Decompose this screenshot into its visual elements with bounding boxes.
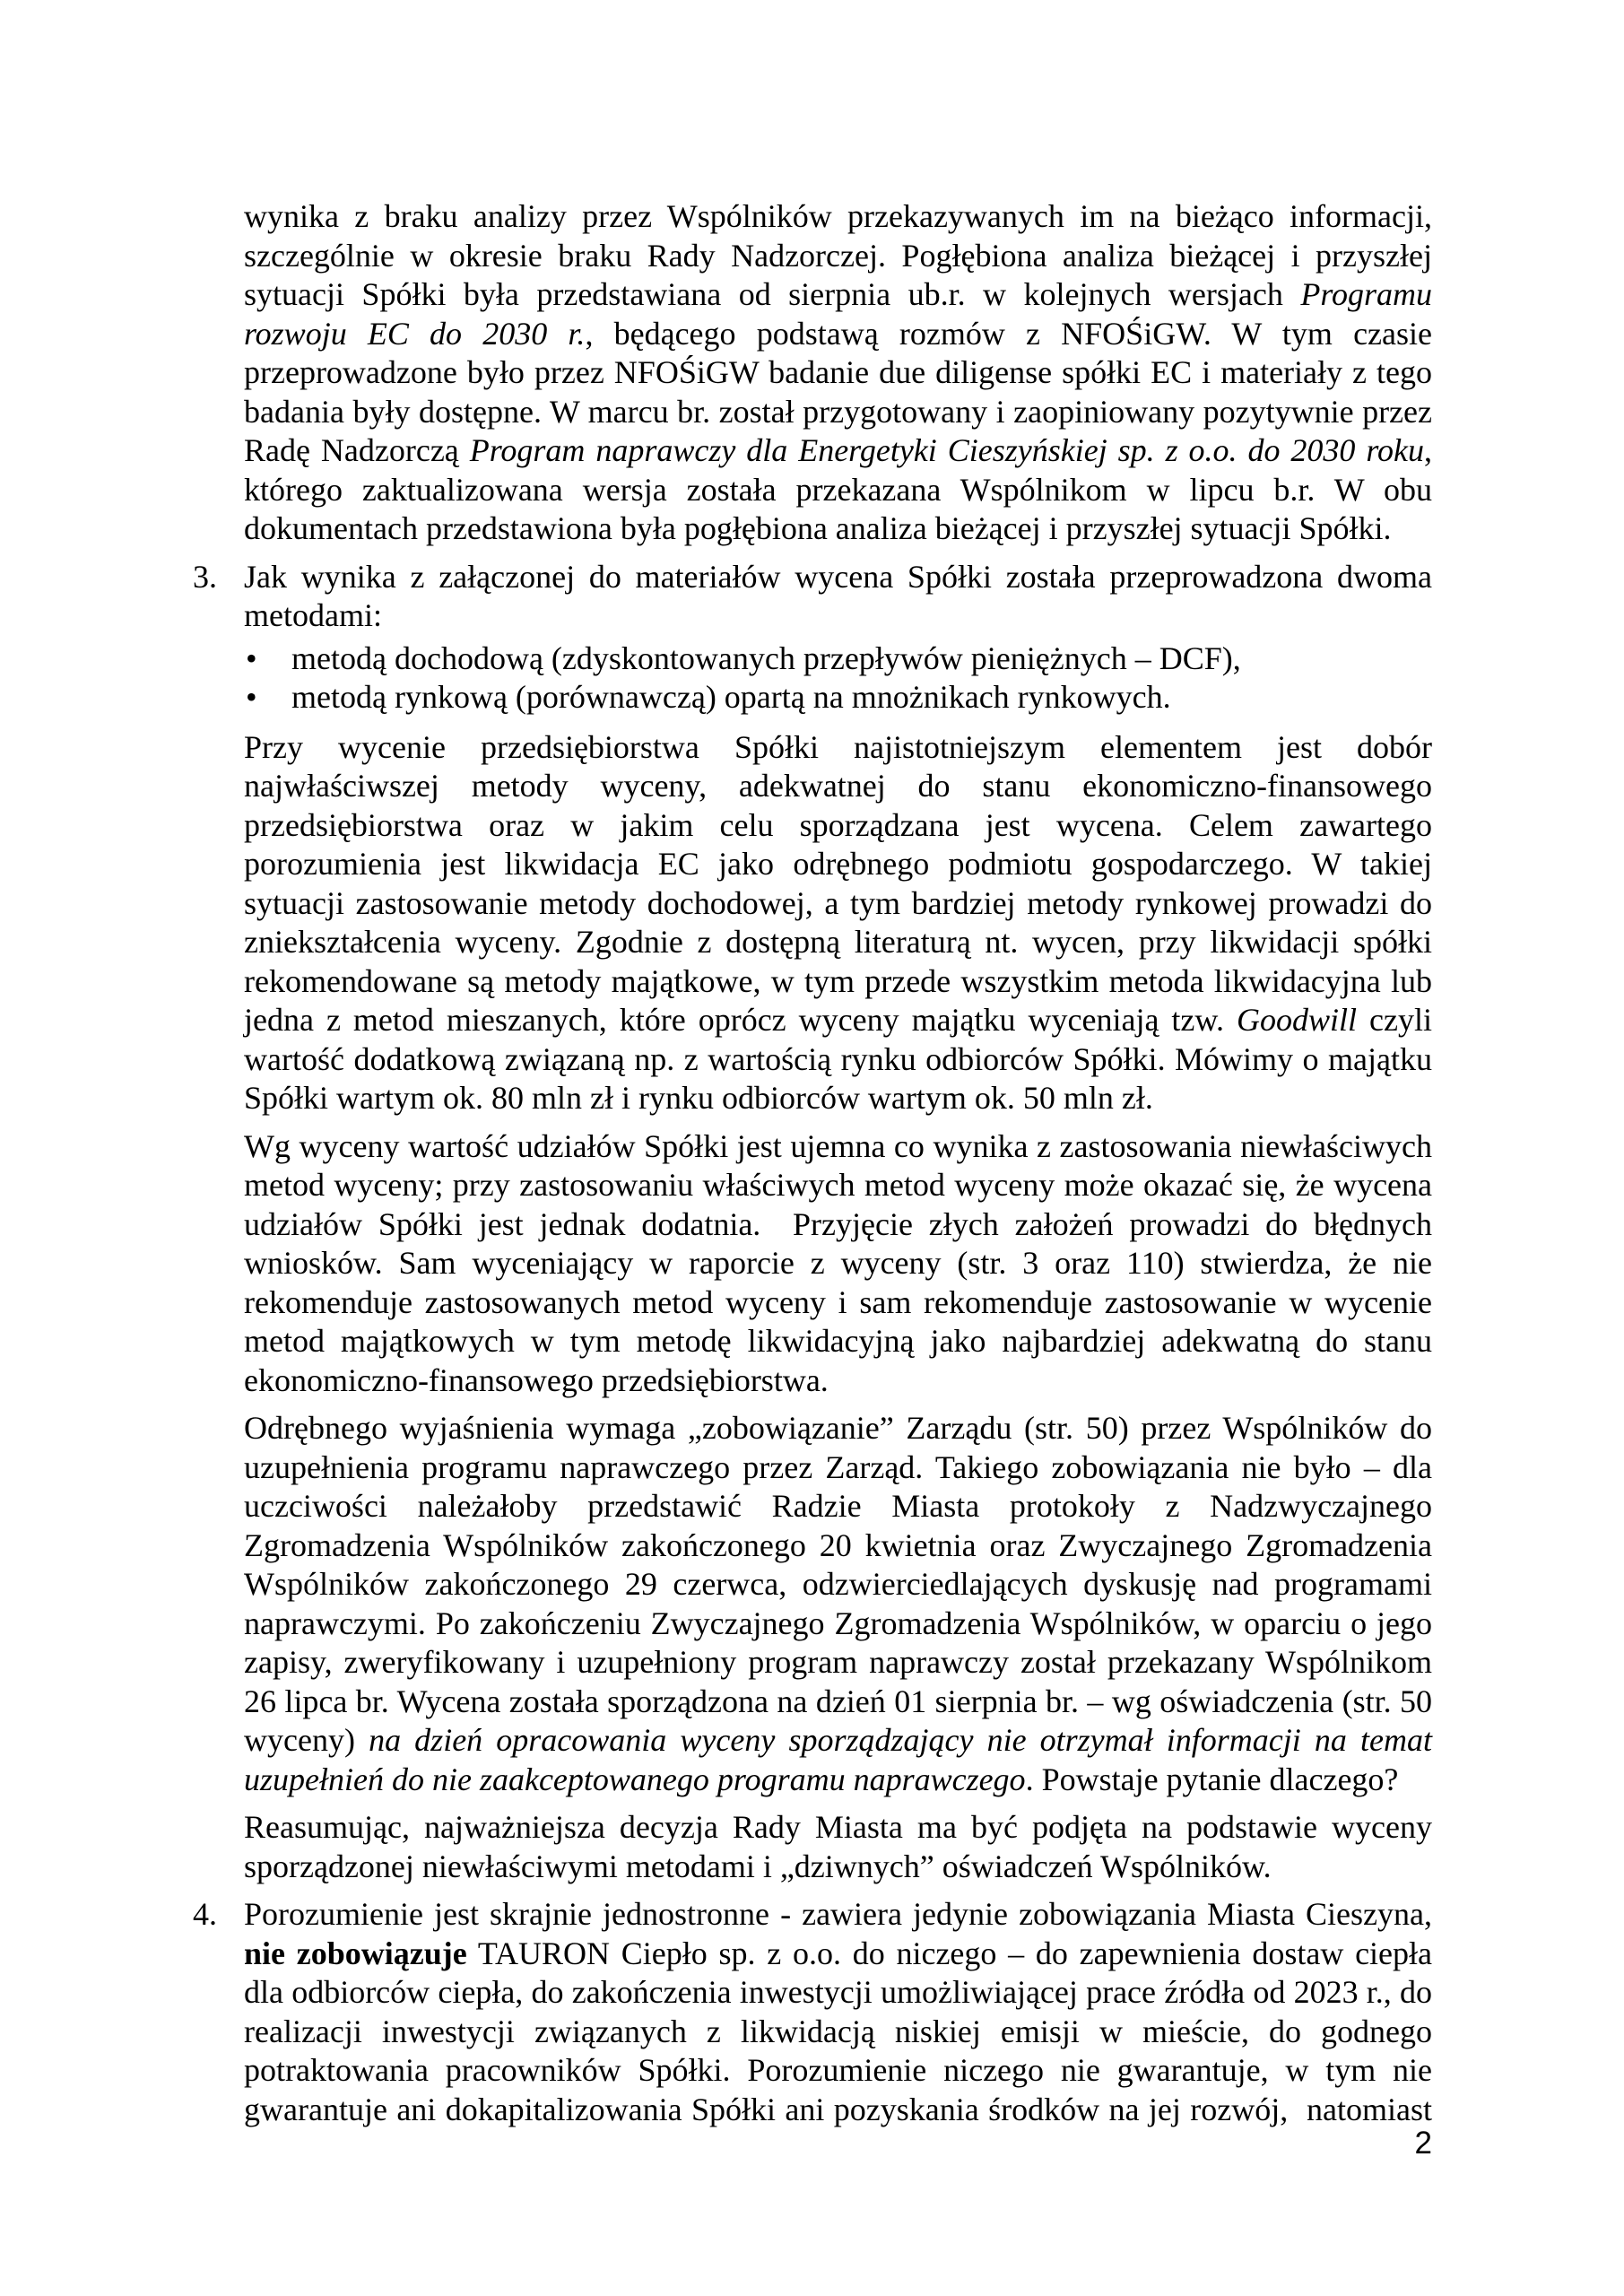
text-run: nie zobowiązuje: [244, 1935, 467, 1971]
text-run: Programu rozwoju EC do 2030 r.: [244, 276, 1432, 352]
list-item-4: [193, 1895, 1433, 2129]
text-run: wynika z braku analizy przez Wspólników przekazywanych im na bieżąco informacji, szczególnie w okresie braku Rady Nadzorczej. Pogłębiona analiza bieżącej i przyszłej sytuacji Spółki była przedstawiana od sierpnia ub.r. w kolejnych wersjach: [244, 198, 1432, 312]
page-number: 2: [1414, 2126, 1432, 2161]
text-run: , będącego podstawą rozmów z NFOŚiGW. W tym czasie przeprowadzone było przez NFOŚiGW badanie due diligense spółki EC i materiały z tego badania były dostępne. W marcu br. został przygotowany i zaopiniowany pozytywnie przez Radę Nadzorczą: [244, 315, 1433, 468]
text-run: Reasumując, najważniejsza decyzja Rady Miasta ma być podjęta na podstawie wyceny sporządzonej niewłaściwymi metodami i „dziwnych” oświadczeń Wspólników.: [244, 1809, 1432, 1884]
valuation-method-paragraph: [244, 728, 1432, 1118]
list-number-3: 3.: [193, 558, 217, 595]
text-run: Goodwill: [1237, 1002, 1358, 1038]
list-item-3: [193, 558, 1432, 1887]
list-number-4: 4.: [193, 1896, 217, 1932]
text-run: Odrębnego wyjaśnienia wymaga „zobowiązanie” Zarządu (str. 50) przez Wspólników do uzupełnienia programu naprawczego przez Zarząd. Takiego zobowiązania nie było – dla uczciwości należałoby przedstawić Radzie Miasta protokoły z Nadzwyczajnego Zgromadzenia Wspólników zakończonego 20 kwietnia oraz Zwyczajnego Zgromadzenia Wspólników zakończonego 29 czerwca, odzwierciedlających dyskusję nad programami naprawczymi. Po zakończeniu Zwyczajnego Zgromadzenia Wspólników, w oparciu o jego zapisy, zweryfikowany i uzupełniony program naprawczy został przekazany Wspólnikom 26 lipca br. Wycena została sporządzona na dzień 01 sierpnia br. – wg oświadczenia (str. 50 wyceny): [244, 1410, 1432, 1758]
text-run: na dzień opracowania wyceny sporządzający nie otrzymał informacji na temat uzupełnień do nie zaakceptowanego programu naprawczego: [244, 1722, 1432, 1797]
bullet-text: metodą dochodową (zdyskontowanych przepływów pieniężnych – DCF),: [291, 639, 1241, 676]
bullet-icon: •: [246, 639, 257, 676]
bullet-text: metodą rynkową (porównawczą) opartą na mnożnikach rynkowych.: [291, 679, 1171, 715]
valuation-result-paragraph: [244, 1127, 1432, 1401]
bullet-item: [244, 639, 1432, 679]
text-run: Porozumienie jest skrajnie jednostronne - zawiera jedynie zobowiązania Miasta Cieszyna,: [244, 1896, 1432, 1932]
text-run: Przy wycenie przedsiębiorstwa Spółki najistotniejszym elementem jest dobór najwłaściwszej metody wyceny, adekwatnej do stanu ekonomiczno-finansowego przedsiębiorstwa oraz w jakim celu sporządzana jest wycena. Celem zawartego porozumienia jest likwidacja EC jako odrębnego podmiotu gospodarczego. W takiej sytuacji zastosowanie metody dochodowej, a tym bardziej metody rynkowej prowadzi do zniekształcenia wyceny. Zgodnie z dostępną literaturą nt. wycen, przy likwidacji spółki rekomendowane są metody majątkowe, w tym przede wszystkim metoda likwidacyjna lub jedna z metod mieszanych, które oprócz wyceny majątku wyceniają tzw.: [244, 728, 1432, 1038]
bullet-icon: •: [246, 679, 257, 715]
text-run: . Powstaje pytanie dlaczego?: [1025, 1761, 1399, 1797]
text-run: Program naprawczy dla Energetyki Cieszyńskiej sp. z o.o. do 2030 roku: [469, 432, 1424, 468]
agreement-paragraph: [244, 1895, 1432, 2129]
explanation-paragraph: [244, 1409, 1432, 1799]
text-run: Wg wyceny wartość udziałów Spółki jest ujemna co wynika z zastosowania niewłaściwych metod wyceny; przy zastosowaniu właściwych metod wyceny może okazać się, że wycena udziałów Spółki jest jednak dodatnia. Przyjęcie złych założeń prowadzi do błędnych wniosków. Sam wyceniający w raporcie z wyceny (str. 3 oraz 110) stwierdza, że nie rekomenduje zastosowanych metod wyceny i sam rekomenduje zastosowanie w wycenie metod majątkowych w tym metodę likwidacyjną jako najbardziej adekwatną do stanu ekonomiczno-finansowego przedsiębiorstwa.: [244, 1127, 1432, 1398]
continuation-paragraph: [244, 197, 1432, 549]
summary-paragraph: [244, 1808, 1432, 1886]
bullet-list: [244, 639, 1432, 718]
text-body: [193, 197, 1433, 2129]
text-run: czyli wartość dodatkową związaną np. z wartością rynku odbiorców Spółki. Mówimy o majątku Spółki wartym ok. 80 mln zł i rynku odbiorców wartym ok. 50 mln zł.: [244, 1002, 1432, 1116]
text-run: TAURON Ciepło sp. z o.o. do niczego – do zapewnienia dostaw ciepła dla odbiorców ciepła, do zakończenia inwestycji umożliwiającej prace źródła od 2023 r., do realizacji inwestycji związanych z likwidacją niskiej emisji w mieście, do godnego potraktowania pracowników Spółki. Porozumienie niczego nie gwarantuje, w tym nie gwarantuje ani dokapitalizowania Spółki ani pozyskania środków na jej rozwój, natomiast: [244, 1935, 1433, 2127]
text-run: , którego zaktualizowana wersja została przekazana Wspólnikom w lipcu b.r. W obu dokumentach przedstawiona była pogłębiona analiza bieżącej i przyszłej sytuacji Spółki.: [244, 432, 1432, 546]
bullet-item: [244, 678, 1432, 718]
item-3-intro-paragraph: Jak wynika z załączonej do materiałów wycena Spółki została przeprowadzona dwoma metodami:: [244, 558, 1432, 633]
